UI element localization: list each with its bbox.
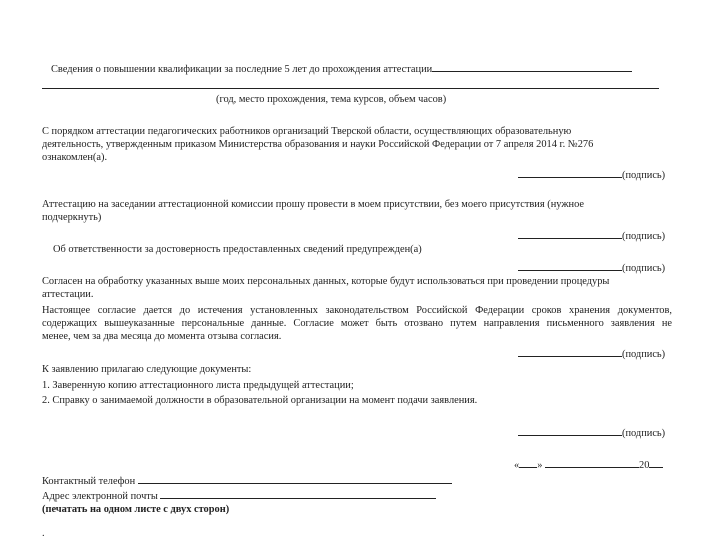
attachments-header: К заявлению прилагаю следующие документы: [42, 364, 252, 375]
consent-line3: Настоящее согласие дается до истечения установленных законодательством Российской Федерации сроков хранения документов, [42, 305, 672, 316]
responsibility-statement: Об ответственности за достоверность предоставленных сведений предупрежден(а) [53, 244, 422, 255]
signature-2: (подпись) [518, 228, 665, 243]
training-field-line2[interactable] [42, 88, 659, 89]
email-label: Адрес электронной почты [42, 488, 436, 503]
procedure-line3: ознакомлен(а). [42, 152, 108, 163]
signature-line[interactable] [518, 260, 622, 271]
attachment-item: 1. Заверенную копию аттестационного листа предыдущей аттестации; [42, 380, 354, 391]
consent-line4: содержащих вышеуказанные персональные данные. Согласие может быть отозвано путем направления письменного заявления не [42, 318, 672, 329]
meeting-line1: Аттестацию на заседании аттестационной комиссии прошу провести в моем присутствии, без моего присутствия (нужное [42, 199, 585, 210]
signature-line[interactable] [518, 228, 622, 239]
print-note: (печатать на одном листе с двух сторон) [42, 504, 230, 515]
date-line: « » 20 [514, 457, 663, 472]
procedure-line1: С порядком аттестации педагогических работников организаций Тверской области, осуществляющих образовательную [42, 126, 572, 137]
training-hint: (год, место прохождения, тема курсов, объем часов) [216, 94, 447, 105]
phone-label: Контактный телефон [42, 473, 452, 488]
phone-field[interactable] [138, 473, 452, 484]
consent-line5: менее, чем за два месяца до момента отзыва согласия. [42, 331, 282, 342]
consent-line1: Согласен на обработку указанных выше моих персональных данных, которые будут использоваться при проведении процедуры [42, 276, 610, 287]
date-year-field[interactable] [649, 457, 663, 468]
signature-line[interactable] [518, 167, 622, 178]
procedure-line2: деятельность, утвержденным приказом Министерства образования и науки Российской Федерации от 7 апреля 2014 г. №276 [42, 139, 594, 150]
meeting-line2: подчеркнуть) [42, 212, 102, 223]
signature-3: (подпись) [518, 260, 665, 275]
signature-line[interactable] [518, 346, 622, 357]
footer-mark: . [42, 528, 45, 539]
email-field[interactable] [160, 488, 436, 499]
attachment-item: 2. Справку о занимаемой должности в образовательной организации на момент подачи заявления. [42, 395, 478, 406]
training-label: Сведения о повышении квалификации за последние 5 лет до прохождения аттестации [51, 61, 632, 76]
date-month-field[interactable] [545, 457, 639, 468]
date-day-field[interactable] [519, 457, 537, 468]
training-field[interactable] [432, 61, 632, 72]
consent-line2: аттестации. [42, 289, 94, 300]
signature-5: (подпись) [518, 425, 665, 440]
signature-4: (подпись) [518, 346, 665, 361]
signature-1: (подпись) [518, 167, 665, 182]
signature-line[interactable] [518, 425, 622, 436]
